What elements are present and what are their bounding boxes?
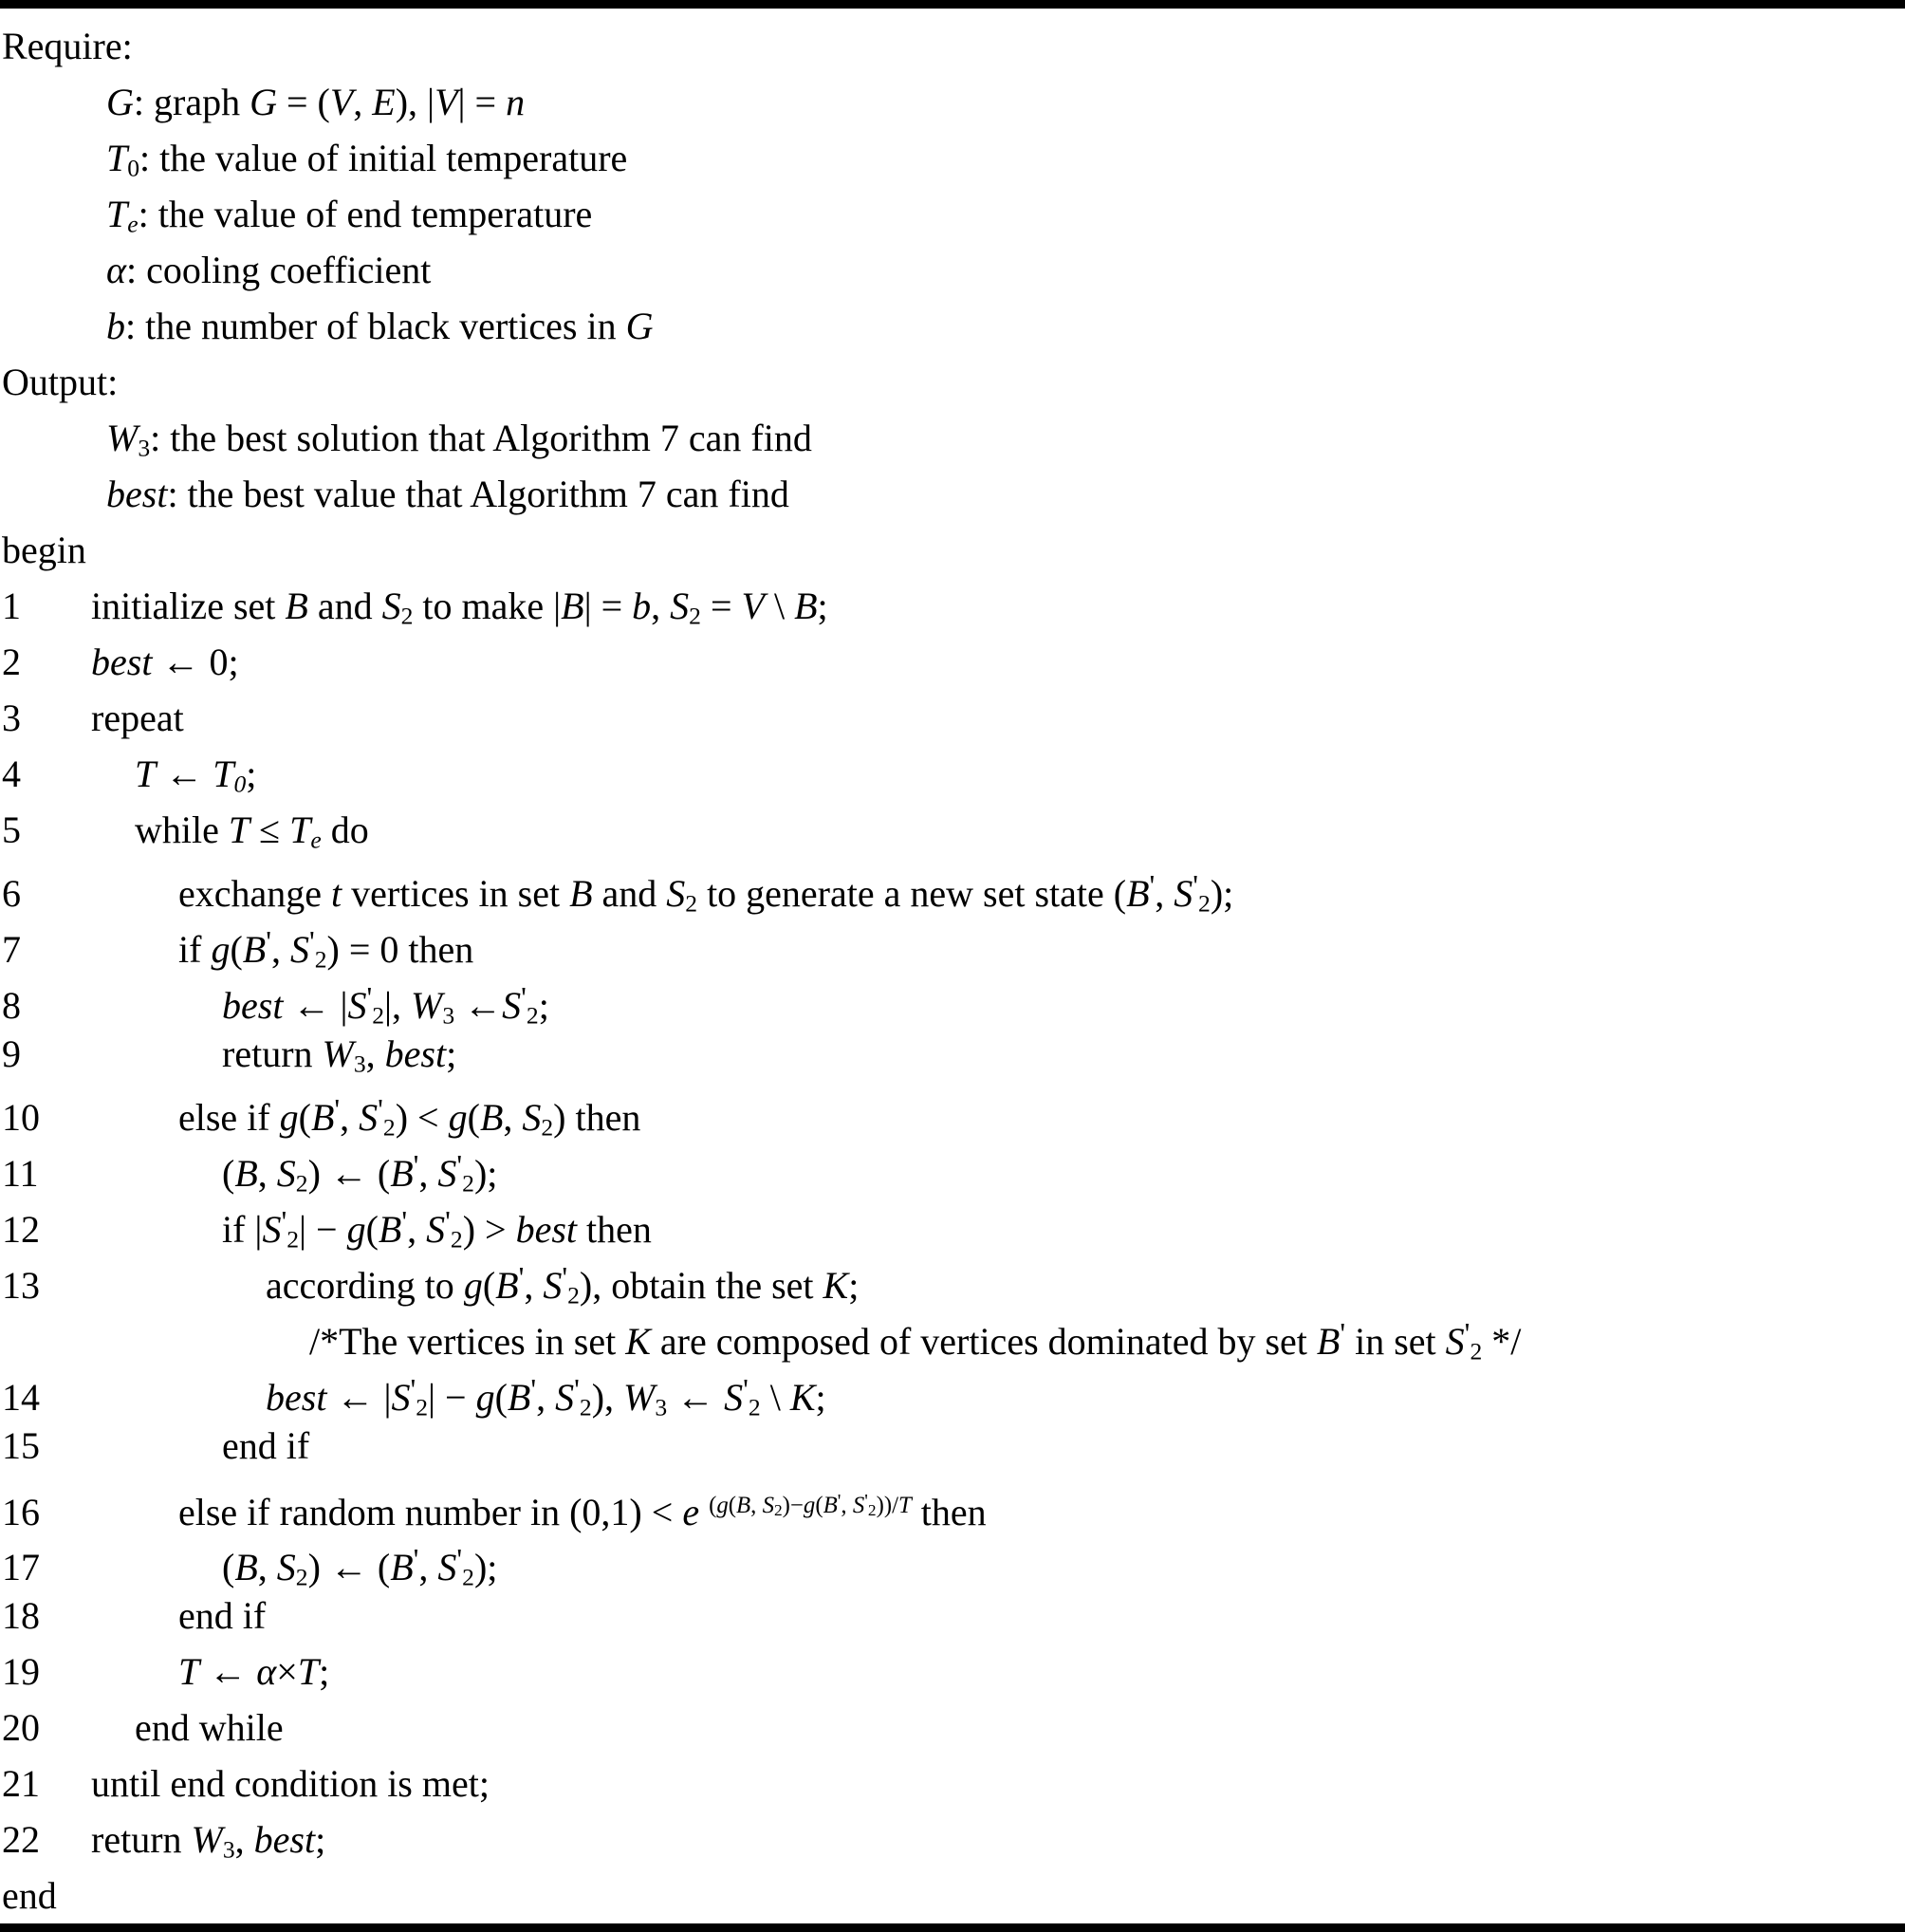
require-item-b: b: the number of black vertices in G bbox=[106, 305, 654, 347]
line-text: best ← |S'2| − g(B', S'2), W3 ← S'2 \ K; bbox=[266, 1372, 826, 1421]
line-number: 19 bbox=[2, 1650, 40, 1693]
code-line-4 bbox=[0, 746, 1905, 802]
line-number: 3 bbox=[2, 697, 21, 739]
require-item-G: G: graph G = (V, E), |V| = n bbox=[106, 81, 526, 123]
code-line-18 bbox=[0, 1588, 1905, 1644]
require-item-T0: T0: the value of initial temperature bbox=[106, 137, 628, 182]
line-number: 6 bbox=[2, 871, 21, 915]
line-number: 9 bbox=[2, 1032, 21, 1075]
bottom-rule bbox=[0, 1923, 1905, 1932]
line-number: 5 bbox=[2, 808, 21, 851]
line-number: 22 bbox=[2, 1818, 40, 1861]
line-number: 16 bbox=[2, 1490, 40, 1533]
output-item-best: best: the best value that Algorithm 7 can find bbox=[106, 473, 789, 515]
code-line-13 bbox=[0, 1250, 1905, 1310]
line-number: 20 bbox=[2, 1706, 40, 1749]
code-line-10 bbox=[0, 1082, 1905, 1142]
code-line-17 bbox=[0, 1532, 1905, 1591]
line-text: best ← |S'2|, W3 ←S'2; bbox=[222, 980, 549, 1030]
code-line-15 bbox=[0, 1418, 1905, 1474]
output-label: Output: bbox=[2, 361, 119, 403]
code-line-19 bbox=[0, 1644, 1905, 1700]
line-text: T ← α×T; bbox=[178, 1650, 330, 1693]
require-item-alpha: α: cooling coefficient bbox=[106, 249, 432, 291]
exponent-expression: (g(B, S2)−g(B', S'2))/T bbox=[709, 1491, 912, 1520]
code-line-8 bbox=[0, 970, 1905, 1030]
line-text: until end condition is met; bbox=[91, 1762, 490, 1805]
code-line-7 bbox=[0, 914, 1905, 974]
output-item-W3: W3: the best solution that Algorithm 7 can find bbox=[106, 417, 812, 462]
line-number: 15 bbox=[2, 1424, 40, 1467]
require-label: Require: bbox=[2, 25, 133, 67]
line-text: if g(B', S'2) = 0 then bbox=[178, 924, 474, 974]
line-number: 21 bbox=[2, 1762, 40, 1805]
code-line-1 bbox=[0, 578, 1905, 634]
line-text: initialize set B and S2 to make |B| = b, S2 = V \ B; bbox=[91, 585, 828, 630]
line-number: 13 bbox=[2, 1263, 40, 1307]
line-text: else if random number in (0,1) < e $^{(g(B, S2)-g(B', S'2))/T}$ then bbox=[178, 1490, 987, 1533]
line-text: best ← 0; bbox=[91, 641, 239, 683]
pseudocode-body bbox=[0, 9, 1905, 1923]
line-text: (B, S2) ← (B', S'2); bbox=[222, 1542, 498, 1591]
line-number: 8 bbox=[2, 983, 21, 1027]
line-text: T ← $T_0$; bbox=[135, 752, 257, 798]
code-line-20 bbox=[0, 1700, 1905, 1756]
code-line-5 bbox=[0, 802, 1905, 858]
begin-label: begin bbox=[2, 529, 86, 571]
code-line-2 bbox=[0, 634, 1905, 690]
line-number: 10 bbox=[2, 1095, 40, 1139]
line-number: 2 bbox=[2, 641, 21, 683]
line-number: 7 bbox=[2, 927, 21, 971]
line-text: /*The vertices in set K are composed of vertices dominated by set B' in set S'2 */ bbox=[309, 1316, 1522, 1365]
line-text: end if bbox=[178, 1594, 267, 1637]
line-text: exchange t vertices in set B and S2 to generate a new set state (B', S'2); bbox=[178, 868, 1234, 918]
code-line-11 bbox=[0, 1138, 1905, 1198]
line-text: end if bbox=[222, 1424, 310, 1467]
end-label: end bbox=[2, 1874, 57, 1917]
require-item-Te: $T_e$: the value of end temperature bbox=[106, 193, 593, 238]
code-line-12 bbox=[0, 1194, 1905, 1254]
line-number: 18 bbox=[2, 1594, 40, 1637]
line-text: end while bbox=[135, 1706, 284, 1749]
code-line-16 bbox=[0, 1474, 1905, 1532]
code-line-6 bbox=[0, 858, 1905, 918]
code-line-3 bbox=[0, 690, 1905, 746]
line-number: 12 bbox=[2, 1207, 40, 1251]
line-text: else if g(B', S'2) < g(B, S2) then bbox=[178, 1092, 641, 1142]
line-number: 4 bbox=[2, 752, 21, 795]
code-line-comment bbox=[0, 1306, 1905, 1365]
top-rule bbox=[0, 0, 1905, 9]
line-number: 11 bbox=[2, 1151, 39, 1195]
code-line-21 bbox=[0, 1756, 1905, 1811]
code-line-22 bbox=[0, 1811, 1905, 1867]
line-number: 1 bbox=[2, 585, 21, 627]
line-number: 14 bbox=[2, 1375, 40, 1419]
line-text: while $T \le T_e$ do bbox=[135, 808, 369, 854]
line-text: if |S'2| − g(B', S'2) > best then bbox=[222, 1204, 652, 1254]
line-text: return W3, best; bbox=[222, 1032, 457, 1078]
line-text: return W3, best; bbox=[91, 1818, 326, 1864]
line-text: according to g(B', S'2), obtain the set K; bbox=[266, 1260, 860, 1310]
line-text: (B, S2) ← (B', S'2); bbox=[222, 1148, 498, 1198]
line-number: 17 bbox=[2, 1545, 40, 1588]
line-text: repeat bbox=[91, 697, 184, 739]
code-line-9 bbox=[0, 1026, 1905, 1082]
code-line-14 bbox=[0, 1362, 1905, 1421]
